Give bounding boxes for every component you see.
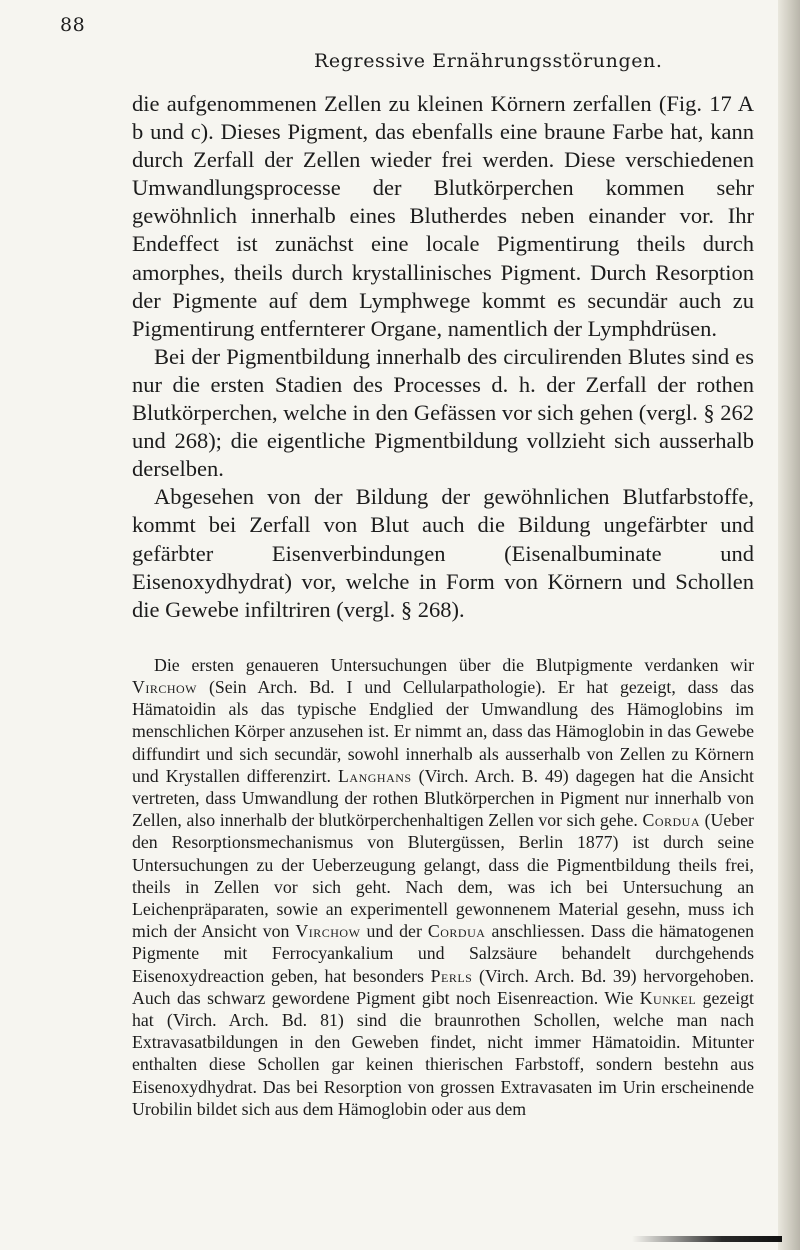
page-number: 88 xyxy=(60,14,86,36)
paragraph-1: die aufgenommenen Zellen zu kleinen Körnern zerfallen (Fig. 17 A b und c). Dieses Pigment, das ebenfalls eine braune Farbe hat, kann durch Zerfall der Zellen wieder frei werden. Diese verschiedenen Umwandlungsprocesse der Blutkörperchen kommen sehr gewöhnlich innerhalb eines Blutherdes neben einander vor. Ihr Endeffect ist zunächst eine locale Pigmentirung theils durch amorphes, theils durch krystallinisches Pigment. Durch Resorption der Pigmente auf dem Lymphwege kommt es secundär auch zu Pigmentirung entfernterer Organe, namentlich der Lymphdrüsen. xyxy=(132,91,754,341)
author-name: Cordua xyxy=(642,810,701,831)
author-name: Langhans xyxy=(338,765,412,786)
note-text: (Sein Arch. Bd. I und Cellularpathologie). Er hat gezeigt, dass das Hämatoidin als das typische Endglied der Umwandlung des Hämoglobins im menschlichen Körper anzusehen ist. Er nimmt an, dass das Hämoglobin in das Gewebe diffundirt und sich secundär, sowohl innerhalb als ausserhalb von Zellen zu Körnern und Krystallen differenzirt. xyxy=(132,676,754,786)
note-text: (Ueber den Resorptionsmechanismus von Blutergüssen, Berlin 1877) ist durch seine Untersuchungen zu der Ueberzeugung gelangt, dass die Pigmentbildung theils frei, theils in Zellen vor sich geht. Nach dem, was ich bei Untersuchung an Leichenpräparaten, sowie an experimentell gewonnenem Material gesehn, muss ich mich der Ansicht von xyxy=(132,810,754,942)
note-text: Die ersten genaueren Untersuchungen über die Blutpigmente verdanken wir xyxy=(154,654,754,675)
note-text: (Virch. Arch. B. 49) dagegen hat die Ansicht vertreten, dass Umwandlung der rothen Blutkörperchen in Pigment nur innerhalb von Zellen, also innerhalb der blutkörperchenhaltigen Zellen vor sich gehe. xyxy=(132,765,754,831)
running-title: Regressive Ernährungsstörungen. xyxy=(314,50,663,72)
note-text: (Virch. Arch. Bd. 39) hervorgehoben. Auch das schwarz gewordene Pigment gibt noch Eisenreaction. Wie xyxy=(132,965,755,1008)
author-name: Virchow xyxy=(132,676,198,697)
note-text: anschliessen. Dass die hämatogenen Pigmente mit Ferrocyankalium und Salzsäure behandelt durchgehends Eisenoxydreaction geben, hat besonders xyxy=(132,921,754,986)
author-name: Virchow xyxy=(295,921,361,942)
page-spine-shadow xyxy=(778,0,800,1250)
note-text: und der xyxy=(360,921,428,942)
small-print-note xyxy=(132,654,754,1120)
paragraph-2: Bei der Pigmentbildung innerhalb des circulirenden Blutes sind es nur die ersten Stadien des Processes d. h. der Zerfall der rothen Blutkörperchen, welche in den Gefässen vor sich gehen (vergl. § 262 und 268); die eigentliche Pigmentbildung vollzieht sich ausserhalb derselben. xyxy=(132,343,754,482)
author-name: Perls xyxy=(430,965,473,986)
author-name: Kunkel xyxy=(639,987,697,1008)
paragraph-3: Abgesehen von der Bildung der gewöhnlichen Blutfarbstoffe, kommt bei Zerfall von Blut auch die Bildung ungefärbter und gefärbter Eisenverbindungen (Eisenalbuminate und Eisenoxydhydrat) vor, welche in Form von Körnern und Schollen die Gewebe infiltriren (vergl. § 268). xyxy=(132,484,754,622)
main-text xyxy=(132,90,754,1120)
bottom-edge-shadow xyxy=(632,1236,782,1242)
note-text: gezeigt hat (Virch. Arch. Bd. 81) sind die braunrothen Schollen, welche man nach Extravasatbildungen in den Geweben findet, nicht immer Hämatoidin. Mitunter enthalten diese Schollen gar keinen thierischen Farbstoff, sondern bestehn aus Eisenoxydhydrat. Das bei Resorption von grossen Extravasaten im Urin erscheinende Urobilin bildet sich aus dem Hämoglobin oder aus dem xyxy=(132,987,754,1119)
author-name: Cordua xyxy=(427,921,486,942)
